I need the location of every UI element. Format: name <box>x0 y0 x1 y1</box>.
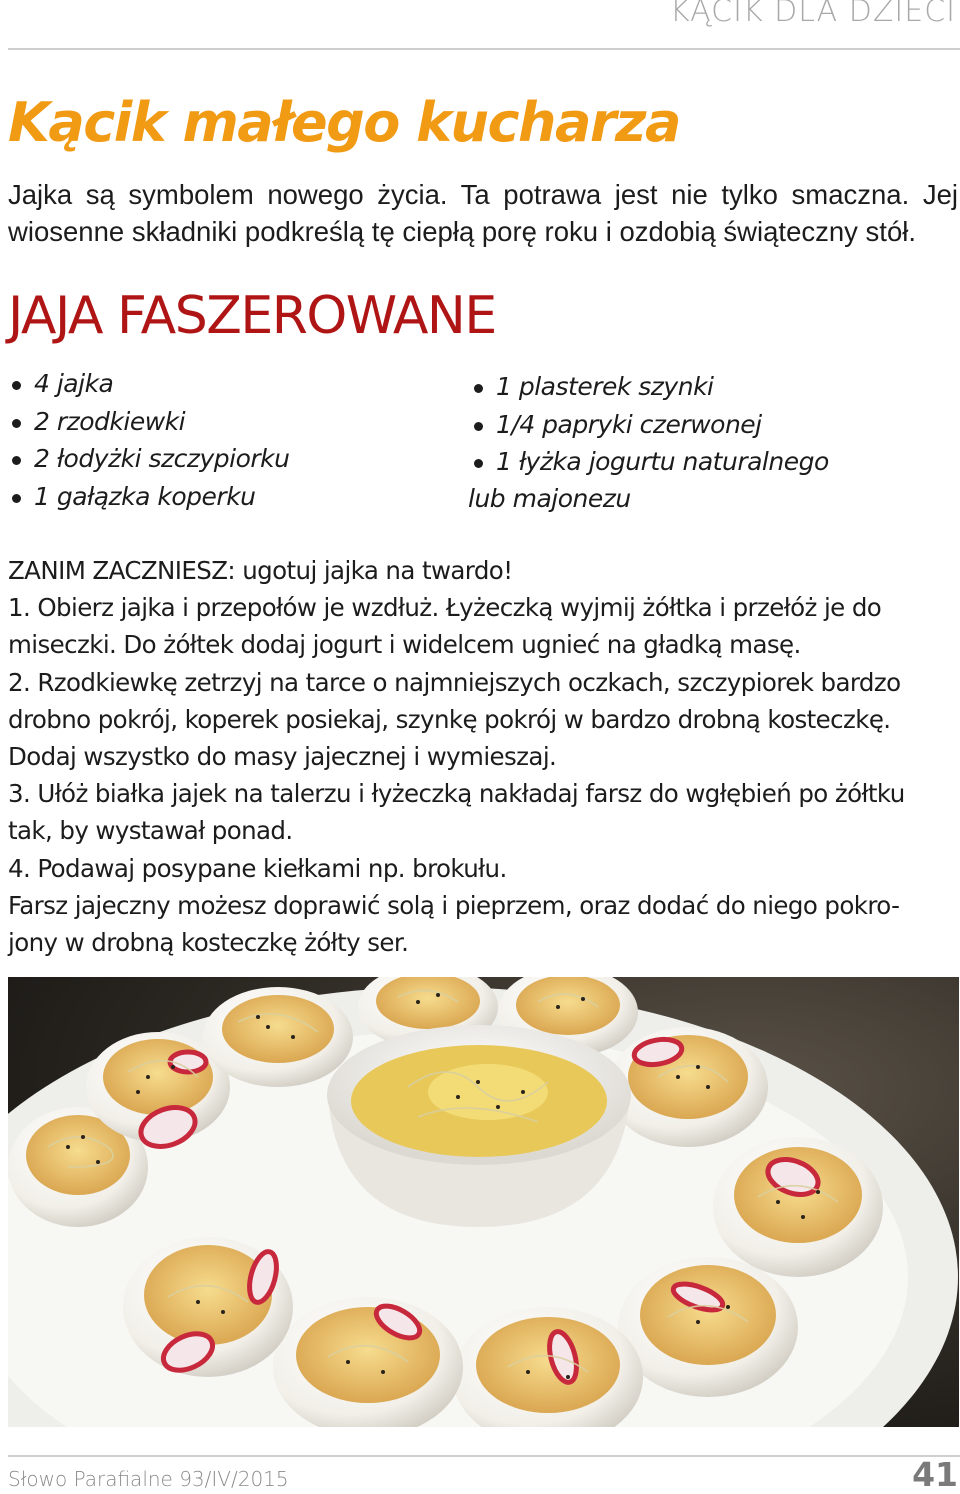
ingredient-label: 1 łyżka jogurtu naturalnego <box>496 447 829 476</box>
publication-footer: Słowo Parafialne 93/IV/2015 <box>8 1467 289 1491</box>
ingredient-item <box>8 365 290 403</box>
stuffed-eggs-photo <box>8 977 959 1427</box>
ingredient-label: 1 gałązka koperku <box>34 481 256 511</box>
step-line: 2. Rzodkiewkę zetrzyj na tarce o najmniejszych oczkach, szczypiorek bardzo <box>8 667 901 697</box>
bullet-icon <box>474 384 483 393</box>
bullet-icon <box>12 456 21 465</box>
top-divider <box>8 48 960 50</box>
step-line: Dodaj wszystko do masy jajecznej i wymieszaj. <box>8 742 557 772</box>
ingredient-label: 2 rzodkiewki <box>34 406 186 436</box>
step-line: jony w drobną kosteczkę żółty ser. <box>8 928 409 958</box>
ingredient-list-right <box>470 368 829 481</box>
bullet-icon <box>12 419 21 428</box>
recipe-steps <box>8 552 958 961</box>
section-label: KĄCIK DLA DZIECI <box>670 0 956 29</box>
intro-line: Jajka są symbolem nowego życia. Ta potrawa jest nie tylko smaczna. Jej <box>8 179 958 210</box>
ingredient-item <box>8 478 290 516</box>
bullet-icon <box>474 459 483 468</box>
ingredient-item <box>8 403 290 441</box>
step-line: Farsz jajeczny możesz doprawić solą i pieprzem, oraz dodać do niego pokro- <box>8 890 900 920</box>
step-line: 1. Obierz jajka i przepołów je wzdłuż. Łyżeczką wyjmij żółtka i przełóż je do <box>8 593 882 623</box>
ingredient-label: 1/4 papryki czerwonej <box>496 409 762 439</box>
intro-paragraph <box>8 176 958 250</box>
intro-line: wiosenne składniki podkreślą tę ciepłą porę roku i ozdobią świąteczny stół. <box>8 216 916 247</box>
ingredient-item <box>470 406 829 444</box>
bullet-icon <box>474 422 483 431</box>
ingredient-item <box>8 440 290 478</box>
bullet-icon <box>12 381 21 390</box>
step-line: drobno pokrój, koperek posiekaj, szynkę pokrój w bardzo drobną kosteczkę. <box>8 704 891 734</box>
ingredient-item <box>470 368 829 406</box>
ingredient-item <box>470 443 829 481</box>
bullet-icon <box>12 494 21 503</box>
step-line: ZANIM ZACZNIESZ: ugotuj jajka na twardo! <box>8 556 513 585</box>
recipe-title: JAJA FASZEROWANE <box>8 286 496 346</box>
step-line: 4. Podawaj posypane kiełkami np. brokułu. <box>8 853 507 883</box>
page-number: 41 <box>912 1455 958 1494</box>
step-line: 3. Ułóż białka jajek na talerzu i łyżeczką nakładaj farsz do wgłębień po żółtku <box>8 779 905 809</box>
step-line: miseczki. Do żółtek dodaj jogurt i widelcem ugnieć na gładką masę. <box>8 630 801 660</box>
bottom-divider <box>8 1455 960 1457</box>
ingredient-label: 1 plasterek szynki <box>496 372 714 401</box>
ingredient-list-left <box>8 365 290 515</box>
ingredient-label: 2 łodyżki szczypiorku <box>34 444 290 473</box>
step-line: tak, by wystawał ponad. <box>8 816 293 846</box>
page-title: Kącik małego kucharza <box>8 91 680 154</box>
ingredient-continuation: lub majonezu <box>468 484 631 513</box>
ingredient-label: 4 jajka <box>34 369 114 398</box>
